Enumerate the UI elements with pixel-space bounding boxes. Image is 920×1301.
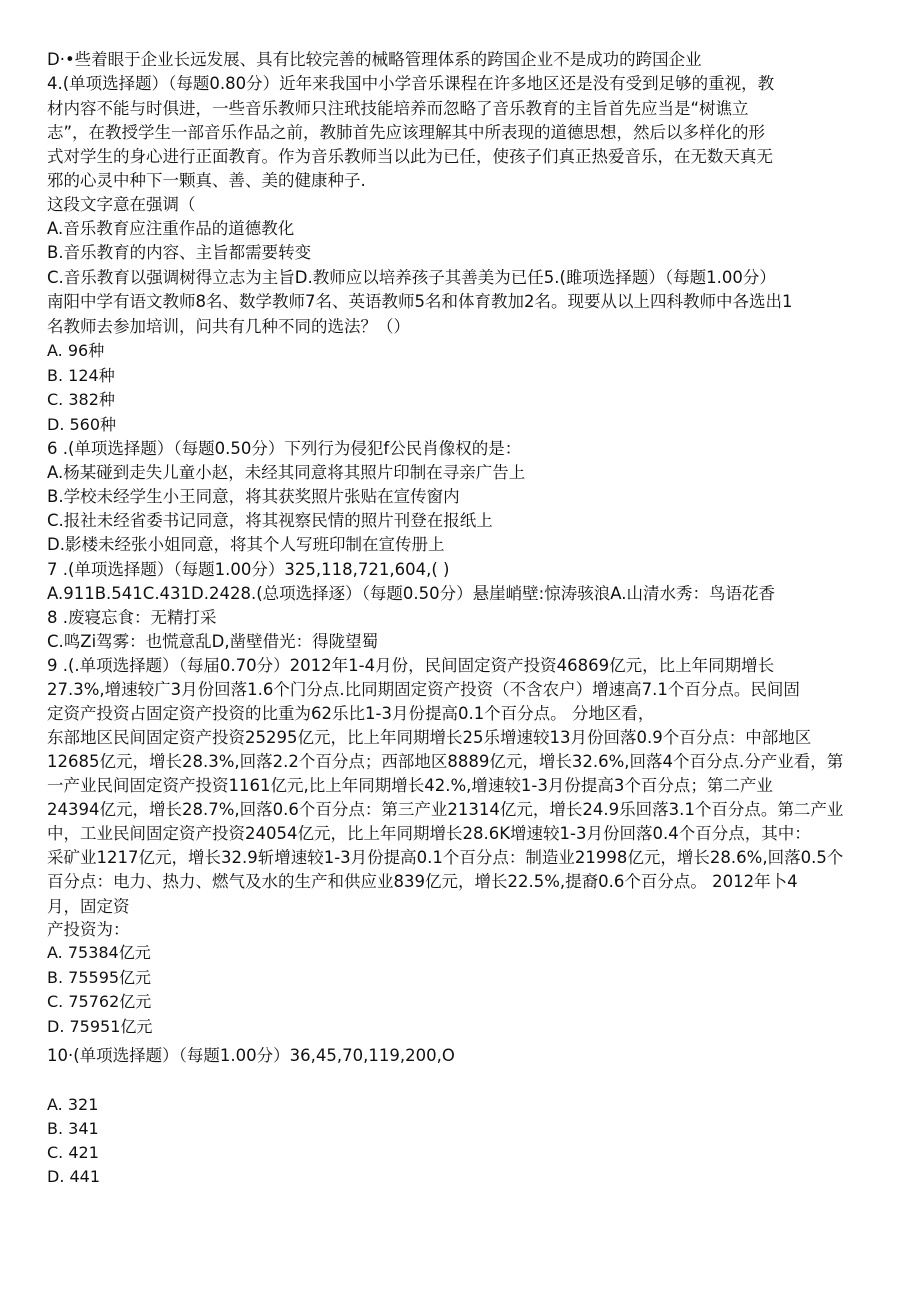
- text-line: B.学校未经学生小王同意，将其获奖照片张贴在宣传窗内: [47, 487, 460, 506]
- text-line: 8 .废寝忘食：无精打采: [47, 608, 217, 627]
- text-line: 志”，在教授学生一部音乐作品之前，教肺首先应该理解其中所表现的道德思想，然后以多样化的形: [47, 123, 766, 142]
- text-line: 这段文字意在强调（: [47, 195, 196, 214]
- text-line: A.杨某碰到走失儿童小赵，未经其同意将其照片印制在寻亲广告上: [47, 463, 526, 482]
- text-line: 12685亿元，增长28.3%,回落2.2个百分点；西部地区8889亿元，增长32.6%,回落4个百分点.分产业看，第: [47, 752, 844, 771]
- text-line: 定资产投资占固定资产投资的比重为62乐比1-3月份提高0.1个百分点。 分地区看，: [47, 704, 655, 723]
- text-line: 7 .(单项选择题）（每题1.00分）325,118,721,604,( ): [47, 560, 450, 579]
- text-line: A. 321: [47, 1095, 99, 1114]
- text-line: C. 382种: [47, 390, 115, 409]
- text-line: 中，工业民间固定资产投资24054亿元，比上年同期增长28.6K增速较1-3月份回落0.4个百分点，其中：: [47, 824, 811, 843]
- text-line: D.影楼未经张小姐同意，将其个人写班印制在宣传册上: [47, 535, 445, 554]
- text-line: 百分点：电力、热力、燃气及水的生产和供应业839亿元，增长22.5%,提裔0.6个百分点。 2012年卜4: [47, 872, 798, 891]
- text-line: 6 .(单项选择题）（每题0.50分）下列行为侵犯f公民肖像权的是：: [47, 439, 522, 458]
- text-line: 采矿业1217亿元，增长32.9斩增速较1-3月份提高0.1个百分点：制造业21998亿元，增长28.6%,回落0.5个: [47, 848, 844, 867]
- text-line: 10·(单项选择题）（每题1.00分）36,45,70,119,200,O: [47, 1046, 455, 1065]
- text-line: 材内容不能与时俱进，一些音乐教师只注玳技能培养而忽略了音乐教育的主旨首先应当是“树谯立: [47, 99, 749, 118]
- text-line: 式对学生的身心进行正面教育。作为音乐教师当以此为已任，使孩子们真正热爱音乐，在无数天真无: [47, 147, 773, 166]
- text-line: B. 75595亿元: [47, 968, 152, 987]
- text-line: A. 75384亿元: [47, 943, 151, 962]
- text-line: C. 421: [47, 1143, 99, 1162]
- text-line: 27.3%,增速较广3月份回落1.6个门分点.比同期固定资产投资（不含农户）增速高7.1个百分点。民间固: [47, 680, 800, 699]
- text-line: 一产业民间固定资产投资1161亿元,比上年同期增长42.%,增速较1-3月份提高3个百分点；第二产业: [47, 776, 773, 795]
- text-line: 4.(单项选择题）（每题0.80分）近年来我国中小学音乐课程在许多地区还是没有受到足够的重视，教: [47, 74, 775, 93]
- text-line: D. 75951亿元: [47, 1017, 153, 1036]
- text-line: A. 96种: [47, 341, 105, 360]
- text-line: 名教师去参加培训，问共有几种不同的选法？（）: [47, 317, 410, 336]
- text-line: C.音乐教育以强调树得立志为主旨D.教师应以培养孩子其善美为已任5.(雎项选择题）（每题1.00分）: [47, 268, 776, 287]
- text-line: D. 441: [47, 1167, 101, 1186]
- text-line: C.鸣Zi驾雾：也慌意乱D,凿壁借光：得陇望蜀: [47, 632, 379, 651]
- text-line: C.报社未经省委书记同意，将其视察民情的照片刊登在报纸上: [47, 511, 493, 530]
- text-line: 9 .(.单项选择题）（每届0.70分）2012年1-4月份，民间固定资产投资46869亿元，比上年同期增长: [47, 656, 775, 675]
- text-line: D·•些着眼于企业长远发展、具有比较完善的械略管理体系的跨国企业不是成功的跨国企业: [47, 50, 702, 69]
- text-line: B.音乐教育的内容、主旨都需要转变: [47, 243, 312, 262]
- text-line: 邪的心灵中种下一颗真、善、美的健康种子.: [47, 171, 366, 190]
- text-line: D. 560种: [47, 415, 117, 434]
- text-line: 南阳中学有语文教师8名、数学教师7名、英语教师5名和体育教加2名。现要从以上四科教师中各选出1: [47, 292, 793, 311]
- text-line: 东部地区民间固定资产投资25295亿元，比上年同期增长25乐增速较13月份回落0.9个百分点：中部地区: [47, 728, 812, 747]
- text-line: 24394亿元，增长28.7%,回落0.6个百分点：第三产业21314亿元，增长24.9乐回落3.1个百分点。第二产业: [47, 800, 844, 819]
- text-line: A.音乐教育应注重作品的道德教化: [47, 219, 295, 238]
- text-line: B. 124种: [47, 366, 115, 385]
- text-line: C. 75762亿元: [47, 992, 152, 1011]
- text-line: A.911B.541C.431D.2428.(总项选择逐）（每题0.50分）悬崖峭壁:惊涛骇浪A.山清水秀：鸟语花香: [47, 584, 775, 603]
- text-line: 产投资为：: [47, 920, 130, 939]
- text-line: B. 341: [47, 1119, 99, 1138]
- text-line: 月，固定资: [47, 897, 130, 916]
